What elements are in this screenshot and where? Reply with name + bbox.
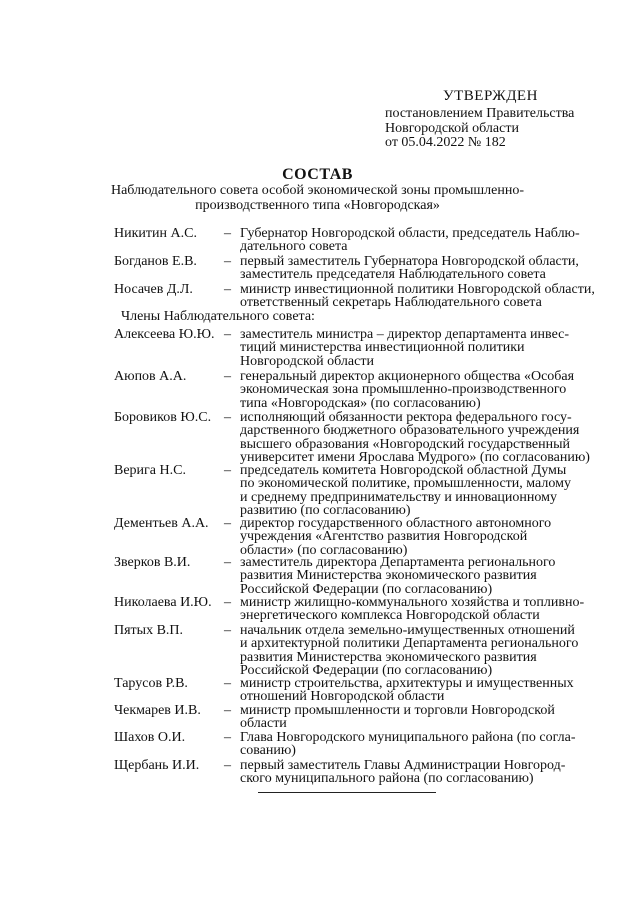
person-position	[240, 255, 590, 282]
position-line: директор государственного областного автономного	[240, 516, 552, 531]
position-line: области» (по согласованию)	[240, 542, 408, 558]
position-line: министр строительства, архитектуры и имущественных	[240, 676, 574, 691]
position-line: области	[240, 716, 287, 732]
person-name: Богданов Е.В.	[114, 254, 197, 269]
position-line: Новгородской области	[240, 353, 374, 369]
subtitle-line: производственного типа «Новгородская»	[195, 197, 440, 213]
position-line: Российской Федерации (по согласованию)	[240, 581, 493, 597]
position-line: заместитель председателя Наблюдательного совета	[240, 267, 546, 283]
person-position	[240, 677, 590, 704]
position-line: первый заместитель Главы Администрации Новгород-	[240, 758, 566, 773]
person-name: Аюпов А.А.	[114, 369, 187, 384]
subtitle-line: Наблюдательного совета особой экономической зоны промышленно-	[110, 183, 525, 198]
approval-line: от 05.04.2022 № 182	[385, 135, 506, 150]
dash-separator: –	[224, 730, 231, 745]
person-name: Верига Н.С.	[114, 463, 186, 478]
dash-separator: –	[224, 623, 231, 638]
dash-separator: –	[224, 555, 231, 570]
position-line: и среднему предпринимательству и инновационному	[240, 489, 557, 505]
person-name: Щербань И.И.	[114, 758, 200, 773]
position-line: генеральный директор акционерного общества «Особая	[240, 369, 575, 384]
position-line: Глава Новгородского муниципального района (по согла-	[240, 730, 576, 745]
person-name: Зверков В.И.	[114, 555, 191, 570]
approval-stamp-title: УТВЕРЖДЕН	[443, 88, 538, 104]
person-position	[240, 596, 590, 623]
position-line: учреждения «Агентство развития Новгородской	[240, 529, 528, 545]
position-line: университет имени Ярослава Мудрого» (по согласованию)	[240, 450, 590, 466]
person-name: Пятых В.П.	[114, 623, 184, 638]
person-position	[240, 411, 590, 465]
position-line: тиций министерства инвестиционной политики	[240, 340, 525, 356]
person-position	[240, 759, 590, 786]
position-line: развитию (по согласованию)	[240, 503, 411, 519]
position-line: Губернатор Новгородской области, председатель Наблю-	[240, 226, 580, 241]
position-line: дательного совета	[240, 239, 348, 255]
position-line: министр жилищно-коммунального хозяйства и топливно-	[240, 595, 585, 610]
position-line: экономическая зона промышленно-производственного	[240, 382, 567, 398]
document-subtitle	[110, 184, 525, 213]
person-name: Носачев Д.Л.	[114, 282, 193, 297]
position-line: заместитель директора Департамента регионального	[240, 555, 556, 570]
person-position	[240, 556, 590, 596]
position-line: по экономической политике, промышленности, малому	[240, 476, 571, 492]
position-line: Российской Федерации (по согласованию)	[240, 663, 493, 679]
person-position	[240, 464, 590, 518]
dash-separator: –	[224, 758, 231, 773]
person-position	[240, 517, 590, 557]
position-line: сованию)	[240, 743, 296, 759]
person-position	[240, 731, 590, 758]
approval-line: постановлением Правительства	[385, 106, 575, 121]
position-line: типа «Новгородская» (по согласованию)	[240, 395, 481, 411]
approval-decree-block	[385, 107, 574, 151]
position-line: министр инвестиционной политики Новгородской области,	[240, 282, 595, 297]
position-line: ответственный секретарь Наблюдательного совета	[240, 295, 542, 311]
position-line: первый заместитель Губернатора Новгородской области,	[240, 254, 579, 269]
person-position	[240, 370, 590, 410]
position-line: и архитектурной политики Департамента регионального	[240, 636, 579, 652]
position-line: развития Министерства экономического развития	[240, 649, 537, 665]
dash-separator: –	[224, 226, 231, 241]
dash-separator: –	[224, 369, 231, 384]
position-line: начальник отдела земельно-имущественных отношений	[240, 623, 575, 638]
closing-rule	[258, 792, 436, 793]
person-name: Дементьев А.А.	[114, 516, 209, 531]
person-name: Никитин А.С.	[114, 226, 197, 241]
position-line: отношений Новгородской области	[240, 689, 445, 705]
document-title: СОСТАВ	[282, 166, 353, 183]
person-position	[240, 328, 590, 368]
position-line: заместитель министра – директор департамента инвес-	[240, 327, 570, 342]
position-line: председатель комитета Новгородской областной Думы	[240, 463, 567, 478]
position-line: дарственного бюджетного образовательного учреждения	[240, 423, 580, 439]
person-position	[240, 704, 590, 731]
position-line: исполняющий обязанности ректора федерального госу-	[240, 410, 572, 425]
person-position	[240, 282, 595, 311]
dash-separator: –	[224, 327, 231, 342]
position-line: ского муниципального района (по согласованию)	[240, 771, 534, 787]
dash-separator: –	[224, 516, 231, 531]
dash-separator: –	[224, 595, 231, 610]
approval-line: Новгородской области	[385, 120, 519, 136]
dash-separator: –	[224, 463, 231, 478]
person-position	[240, 227, 590, 254]
person-name: Шахов О.И.	[114, 730, 186, 745]
dash-separator: –	[224, 254, 231, 269]
person-name: Чекмарев И.В.	[114, 703, 201, 718]
position-line: развития Министерства экономического развития	[240, 568, 537, 584]
dash-separator: –	[224, 676, 231, 691]
members-heading: Члены Наблюдательного совета:	[121, 309, 315, 324]
person-name: Тарусов Р.В.	[114, 676, 188, 691]
dash-separator: –	[224, 282, 231, 297]
person-name: Николаева И.Ю.	[114, 595, 212, 610]
person-position	[240, 624, 590, 678]
position-line: высшего образования «Новгородский государственный	[240, 436, 570, 452]
position-line: министр промышленности и торговли Новгородской	[240, 703, 555, 718]
person-name: Алексеева Ю.Ю.	[114, 327, 215, 342]
dash-separator: –	[224, 703, 231, 718]
dash-separator: –	[224, 410, 231, 425]
person-name: Боровиков Ю.С.	[114, 410, 212, 425]
position-line: энергетического комплекса Новгородской области	[240, 608, 540, 624]
